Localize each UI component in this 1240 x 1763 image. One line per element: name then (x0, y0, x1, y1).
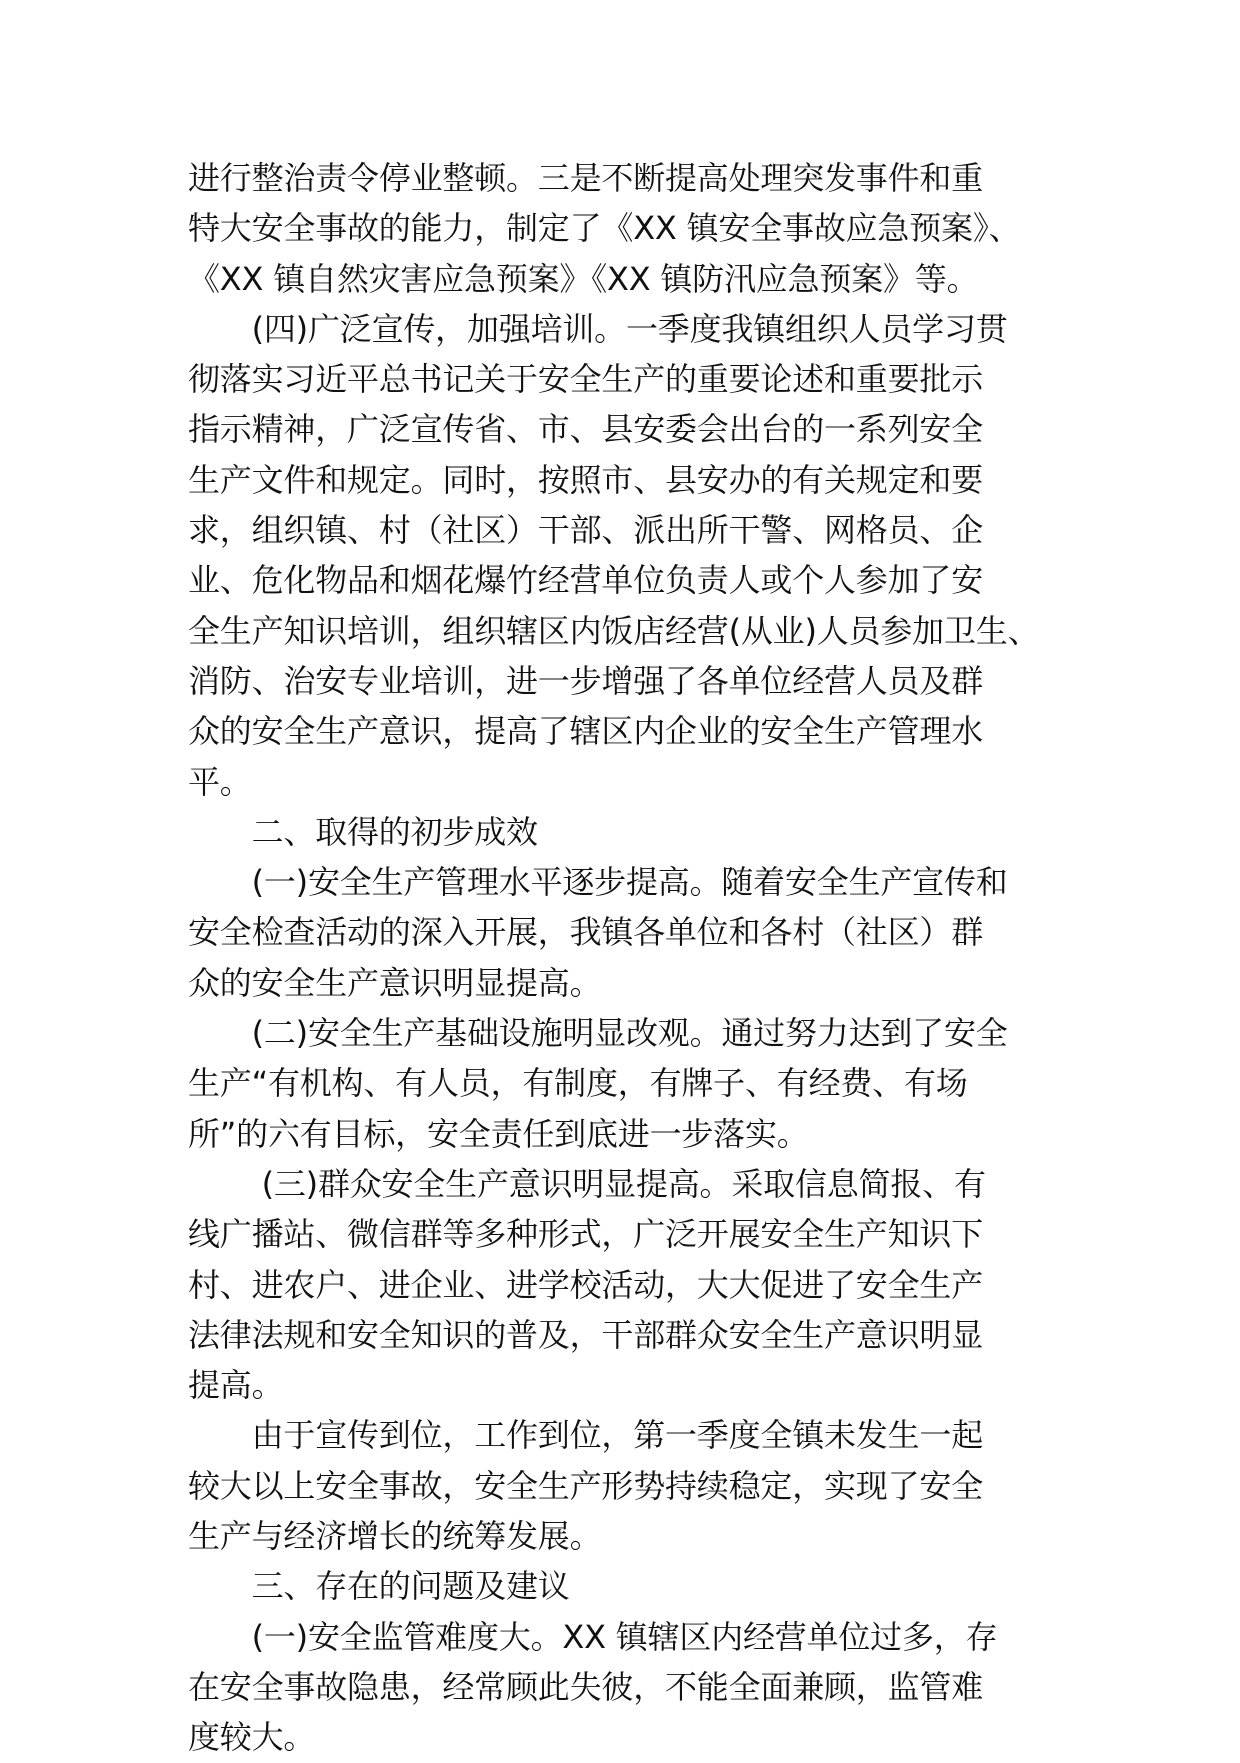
text-line: 所”的六有目标，安全责任到底进一步落实。 (188, 1114, 809, 1153)
text-line: 生产文件和规定。同时，按照市、县安办的有关规定和要 (188, 460, 984, 499)
text-line: 生产“有机构、有人员，有制度，有牌子、有经费、有场 (188, 1064, 968, 1103)
text-line: 由于宣传到位，工作到位，第一季度全镇未发生一起 (188, 1416, 984, 1455)
text-line: 彻落实习近平总书记关于安全生产的重要论述和重要批示 (188, 360, 984, 399)
text-line: 提高。 (188, 1366, 284, 1405)
text-line: 在安全事故隐患，经常顾此失彼，不能全面兼顾，监管难 (188, 1667, 984, 1706)
text-line: 众的安全生产意识明显提高。 (188, 963, 602, 1002)
document-body (188, 153, 1068, 1763)
text-line: 安全检查活动的深入开展，我镇各单位和各村（社区）群 (188, 913, 984, 952)
text-line: 全生产知识培训，组织辖区内饭店经营(从业)人员参加卫生、 (188, 611, 1040, 650)
section-heading: 三、存在的问题及建议 (188, 1567, 570, 1606)
text-line: 法律法规和安全知识的普及，干部群众安全生产意识明显 (188, 1315, 984, 1354)
text-line: 消防、治安专业培训，进一步增强了各单位经营人员及群 (188, 661, 984, 700)
text-line: 生产与经济增长的统筹发展。 (188, 1517, 602, 1556)
text-line: 线广播站、微信群等多种形式，广泛开展安全生产知识下 (188, 1215, 984, 1254)
text-line: 平。 (188, 762, 252, 801)
text-line: 度较大。 (188, 1718, 316, 1757)
text-line: 《XX 镇自然灾害应急预案》《XX 镇防汛应急预案》等。 (188, 259, 979, 298)
text-line: (二)安全生产基础设施明显改观。通过努力达到了安全 (188, 1014, 1008, 1053)
text-line: 村、进农户、进企业、进学校活动，大大促进了安全生产 (188, 1265, 984, 1304)
text-line: (三)群众安全生产意识明显提高。采取信息简报、有 (188, 1164, 986, 1203)
text-line: 特大安全事故的能力，制定了《XX 镇安全事故应急预案》、 (188, 209, 1021, 248)
text-line: (一)安全生产管理水平逐步提高。随着安全生产宣传和 (188, 863, 1008, 902)
text-line: 业、危化物品和烟花爆竹经营单位负责人或个人参加了安 (188, 561, 984, 600)
text-line: 进行整治责令停业整顿。三是不断提高处理突发事件和重 (188, 159, 984, 197)
text-line: 求，组织镇、村（社区）干部、派出所干警、网格员、企 (188, 511, 984, 550)
text-line: (四)广泛宣传，加强培训。一季度我镇组织人员学习贯 (188, 309, 1008, 348)
text-line: 众的安全生产意识，提高了辖区内企业的安全生产管理水 (188, 712, 984, 751)
text-line: 较大以上安全事故，安全生产形势持续稳定，实现了安全 (188, 1466, 984, 1505)
text-line: (一)安全监管难度大。XX 镇辖区内经营单位过多，存 (188, 1617, 998, 1656)
section-heading: 二、取得的初步成效 (188, 812, 538, 851)
text-line: 指示精神，广泛宣传省、市、县安委会出台的一系列安全 (188, 410, 984, 449)
